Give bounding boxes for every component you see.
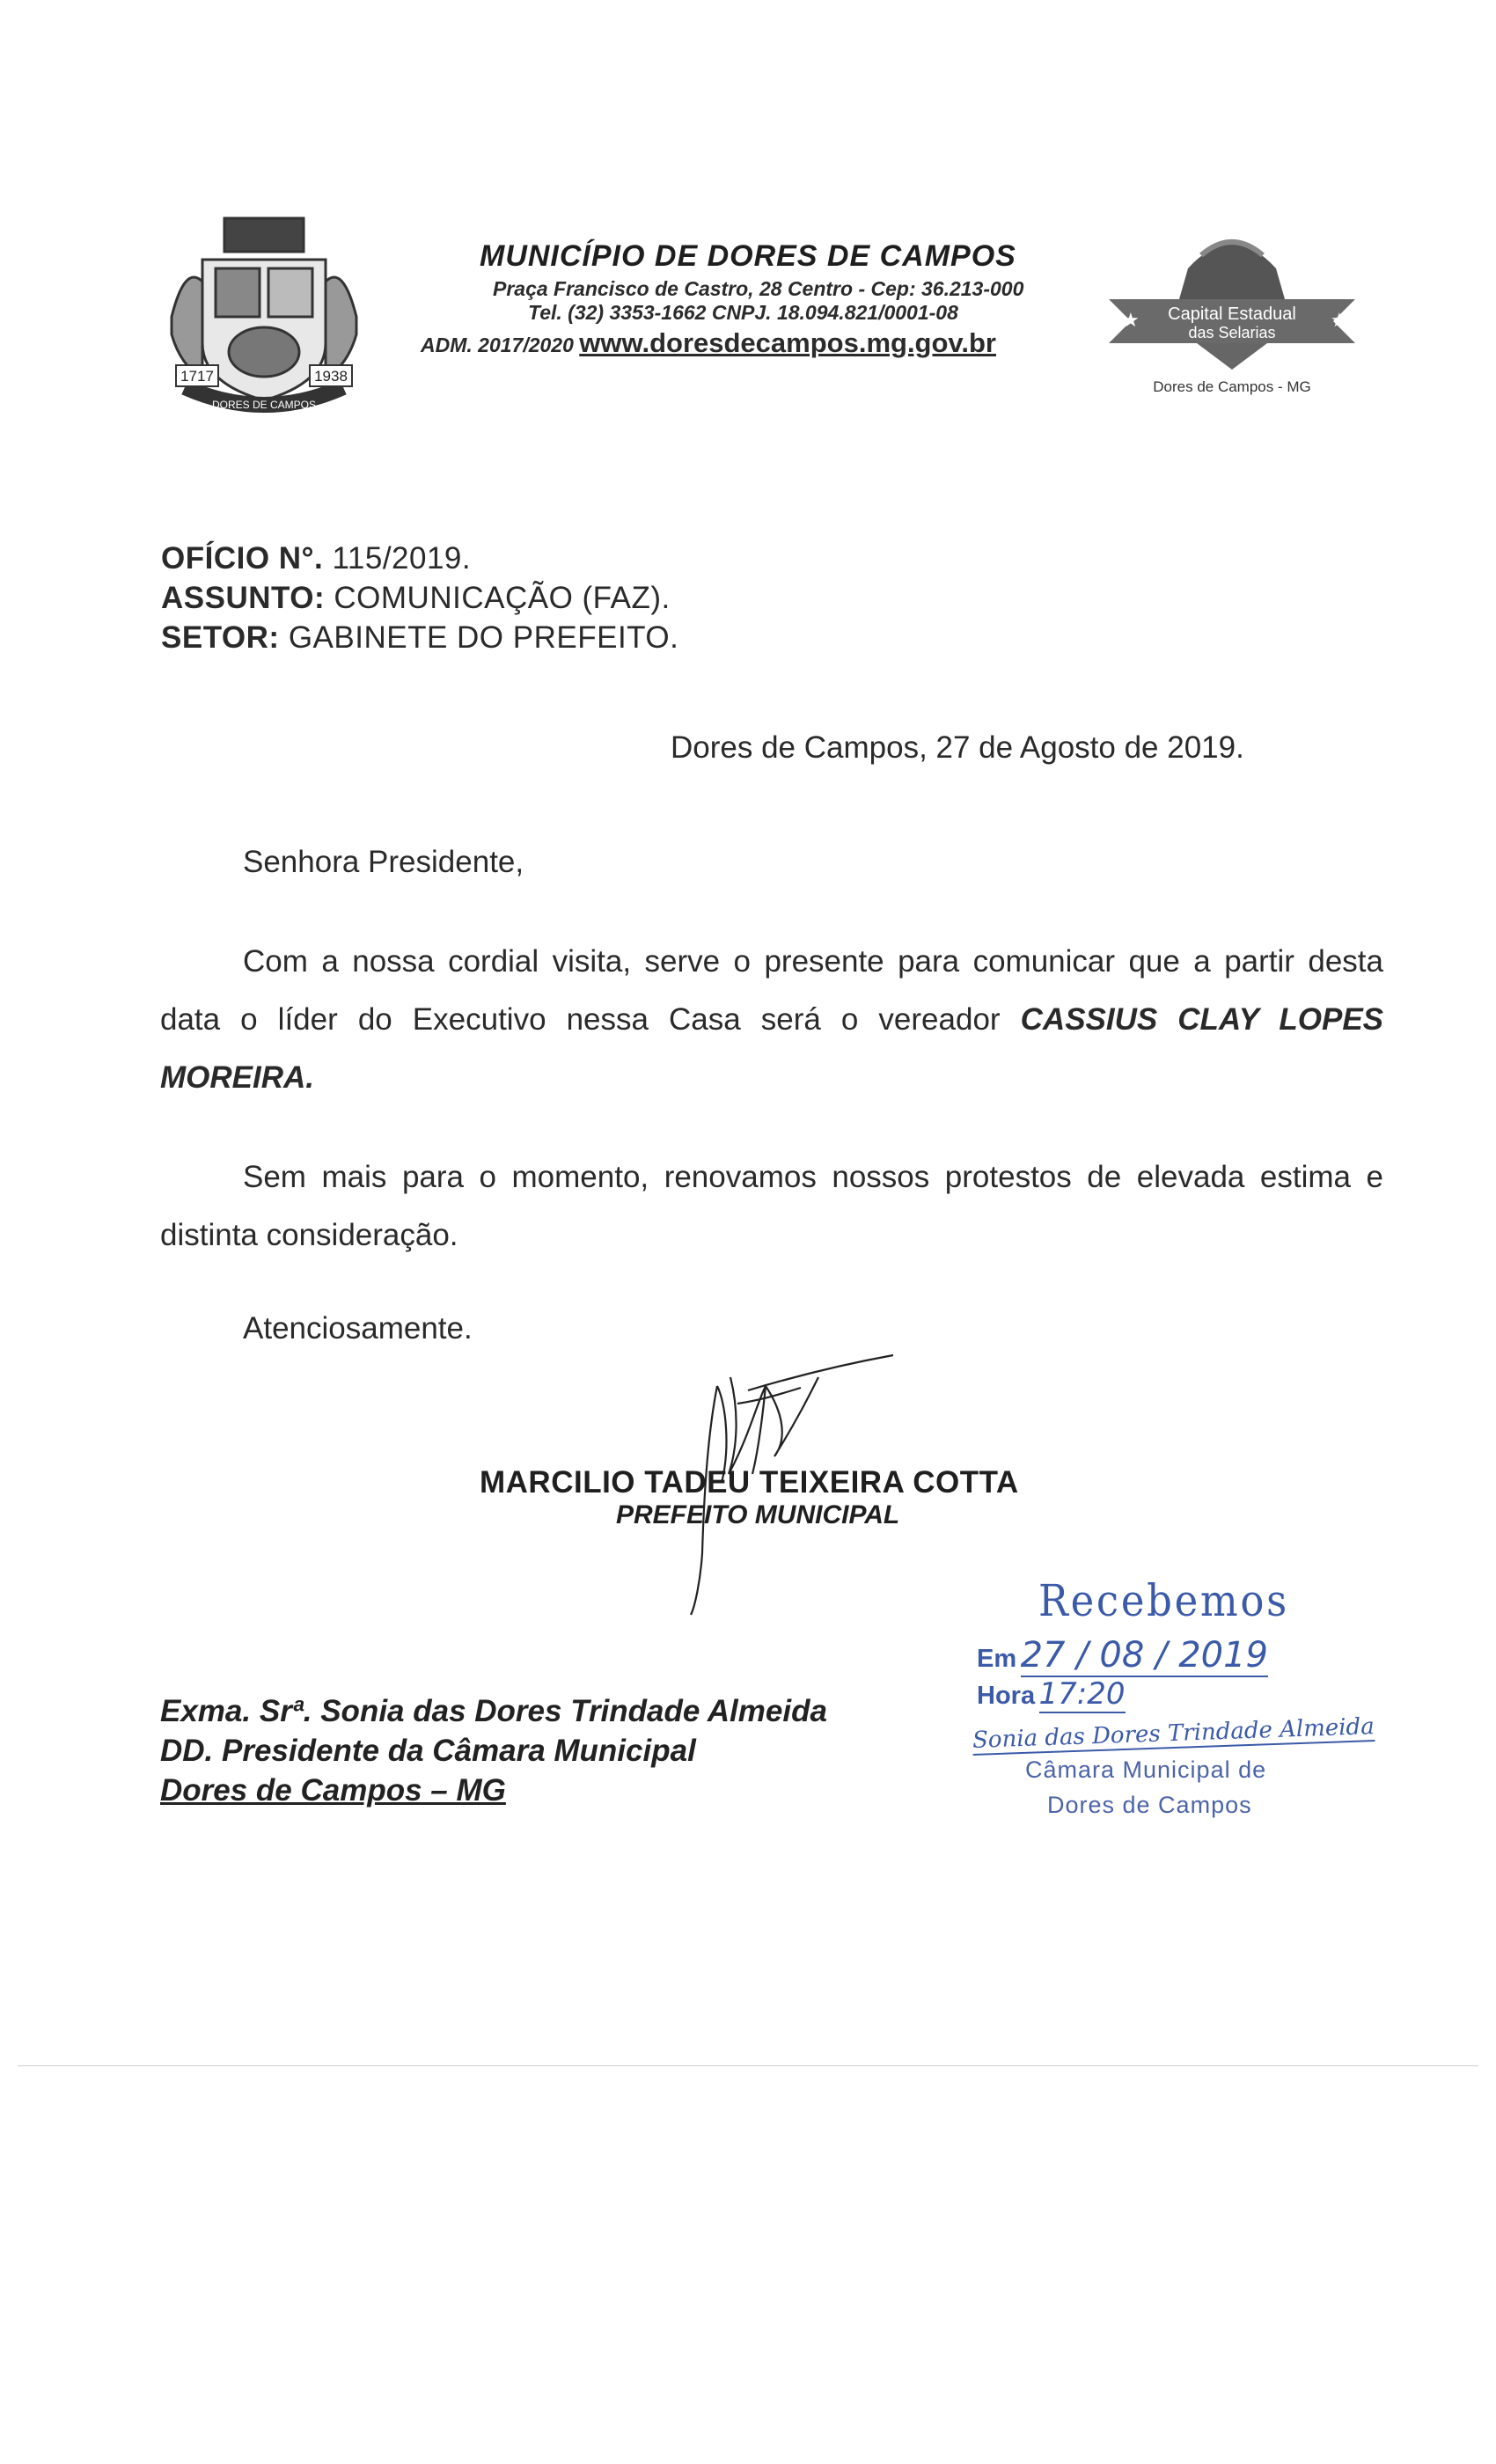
date-line: Dores de Campos, 27 de Agosto de 2019. bbox=[671, 730, 1244, 765]
closing: Atenciosamente. bbox=[243, 1311, 473, 1346]
star-icon: ★ bbox=[1122, 309, 1140, 331]
signatory-name: MARCILIO TADEU TEIXEIRA COTTA bbox=[480, 1465, 1019, 1500]
header-phone-cnpj: Tel. (32) 3353-1662 CNPJ. 18.094.821/0001-08 bbox=[528, 301, 958, 324]
stamp-line-2: Dores de Campos bbox=[1047, 1792, 1252, 1818]
crest-ribbon: DORES DE CAMPOS bbox=[211, 399, 317, 411]
stamp-hora-label: Hora bbox=[977, 1682, 1036, 1710]
capital-selarias-badge bbox=[1100, 216, 1364, 400]
municipality-title: MUNICÍPIO DE DORES DE CAMPOS bbox=[480, 239, 1016, 273]
oficio-value: 115/2019. bbox=[332, 541, 472, 576]
header-address: Praça Francisco de Castro, 28 Centro - Cep: 36.213-000 bbox=[493, 277, 1024, 300]
oficio-line bbox=[161, 541, 471, 576]
paragraph-1-text: Com a nossa cordial visita, serve o presente para comunicar que a partir desta data o líder do Executivo nessa Casa será o vereador bbox=[160, 944, 1383, 1037]
assunto-label: ASSUNTO: bbox=[161, 581, 326, 615]
salutation: Senhora Presidente, bbox=[243, 845, 524, 879]
municipal-crest bbox=[167, 211, 361, 414]
stamp-title: Recebemos bbox=[1038, 1575, 1289, 1626]
stamp-em-label: Em bbox=[977, 1645, 1017, 1673]
recipient-line-3: Dores de Campos – MG bbox=[160, 1773, 506, 1808]
paragraph-2: Sem mais para o momento, renovamos nossos protestos de elevada estima e distinta consideração. bbox=[160, 1160, 1383, 1252]
header-website-link[interactable]: www.doresdecampos.mg.gov.br bbox=[579, 327, 996, 358]
page-divider bbox=[18, 2065, 1478, 2066]
assunto-line bbox=[161, 581, 671, 616]
setor-value: GABINETE DO PREFEITO. bbox=[288, 620, 679, 655]
header-adm-line bbox=[421, 327, 996, 359]
recipient-line-2: DD. Presidente da Câmara Municipal bbox=[160, 1734, 696, 1768]
stamp-time: 17:20 bbox=[1038, 1676, 1126, 1712]
badge-line2: das Selarias bbox=[1188, 324, 1276, 341]
stamp-date: 27 / 08 / 2019 bbox=[1020, 1635, 1268, 1676]
badge-caption: Dores de Campos - MG bbox=[1153, 378, 1311, 395]
signatory-role: PREFEITO MUNICIPAL bbox=[616, 1500, 900, 1529]
oficio-label: OFÍCIO N°. bbox=[161, 541, 324, 576]
header-adm: ADM. 2017/2020 bbox=[421, 334, 574, 356]
badge-line1: Capital Estadual bbox=[1168, 304, 1296, 324]
vereador-name: CASSIUS CLAY LOPES MOREIRA. bbox=[160, 1002, 1384, 1095]
stamp-date-row bbox=[977, 1635, 1268, 1676]
assunto-value: COMUNICAÇÃO (FAZ). bbox=[334, 581, 671, 615]
stamp-time-row bbox=[977, 1676, 1126, 1712]
crest-year-right: 1938 bbox=[314, 368, 348, 385]
setor-line bbox=[161, 620, 678, 656]
paragraph-1 bbox=[160, 933, 1383, 1107]
setor-label: SETOR: bbox=[161, 620, 280, 655]
stamp-receiver-signature: Sonia das Dores Trindade Almeida bbox=[972, 1713, 1375, 1754]
star-icon: ★ bbox=[1331, 309, 1348, 331]
crest-year-left: 1717 bbox=[180, 368, 214, 385]
stamp-line-1: Câmara Municipal de bbox=[1025, 1756, 1267, 1783]
recipient-line-1: Exma. Srª. Sonia das Dores Trindade Almeida bbox=[160, 1694, 827, 1728]
